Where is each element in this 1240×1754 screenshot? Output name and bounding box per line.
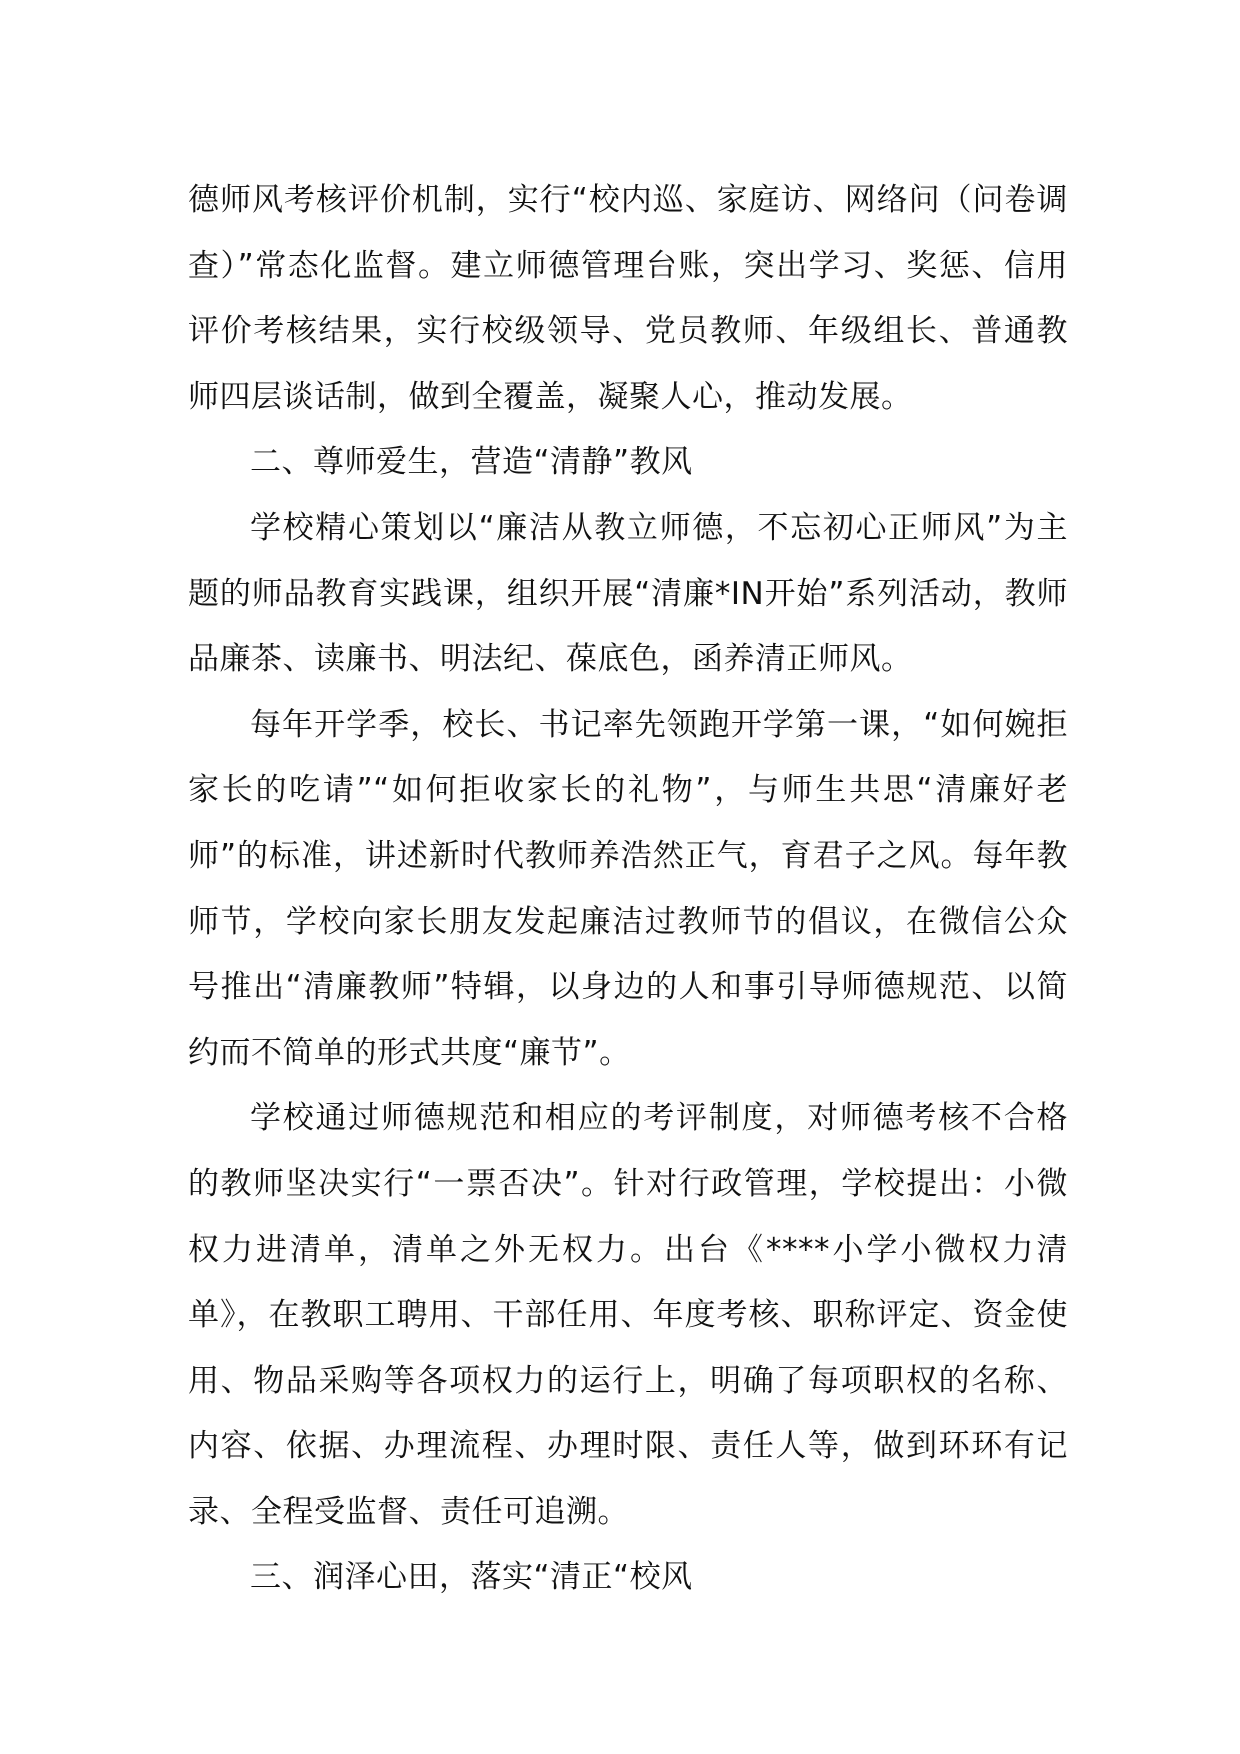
document-body bbox=[188, 168, 1068, 1611]
section-heading-3: 三、润泽心田，落实“清正“校风 bbox=[250, 1559, 693, 1596]
paragraph-theme-activities: 学校精心策划以“廉洁从教立师德，不忘初心正师风”为主题的师品教育实践课，组织开展“清廉*IN开始”系列活动，教师品廉茶、读廉书、明法纪、葆底色，函养清正师风。 bbox=[188, 509, 1068, 678]
section-heading-2: 二、尊师爱生，营造“清静”教风 bbox=[250, 444, 693, 481]
paragraph-first-lesson: 每年开学季，校长、书记率先领跑开学第一课，“如何婉拒家长的吃请”“如何拒收家长的礼物”，与师生共思“清廉好老师”的标准，讲述新时代教师养浩然正气，育君子之风。每年教师节，学校向家长朋友发起廉洁过教师节的倡议，在微信公众号推出“清廉教师”特辑，以身边的人和事引导师德规范、以简约而不简单的形式共度“廉节”。 bbox=[188, 706, 1068, 1071]
paragraph-continuation: 德师风考核评价机制，实行“校内巡、家庭访、网络问（问卷调查）”常态化监督。建立师德管理台账，突出学习、奖惩、信用评价考核结果，实行校级领导、党员教师、年级组长、普通教师四层谈话制，做到全覆盖，凝聚人心，推动发展。 bbox=[188, 182, 1068, 415]
paragraph-evaluation-system: 学校通过师德规范和相应的考评制度，对师德考核不合格的教师坚决实行“一票否决”。针对行政管理，学校提出：小微权力进清单，清单之外无权力。出台《****小学小微权力清单》，在教职工聘用、干部任用、年度考核、职称评定、资金使用、物品采购等各项权力的运行上，明确了每项职权的名称、内容、依据、办理流程、办理时限、责任人等，做到环环有记录、全程受监督、责任可追溯。 bbox=[188, 1100, 1068, 1530]
